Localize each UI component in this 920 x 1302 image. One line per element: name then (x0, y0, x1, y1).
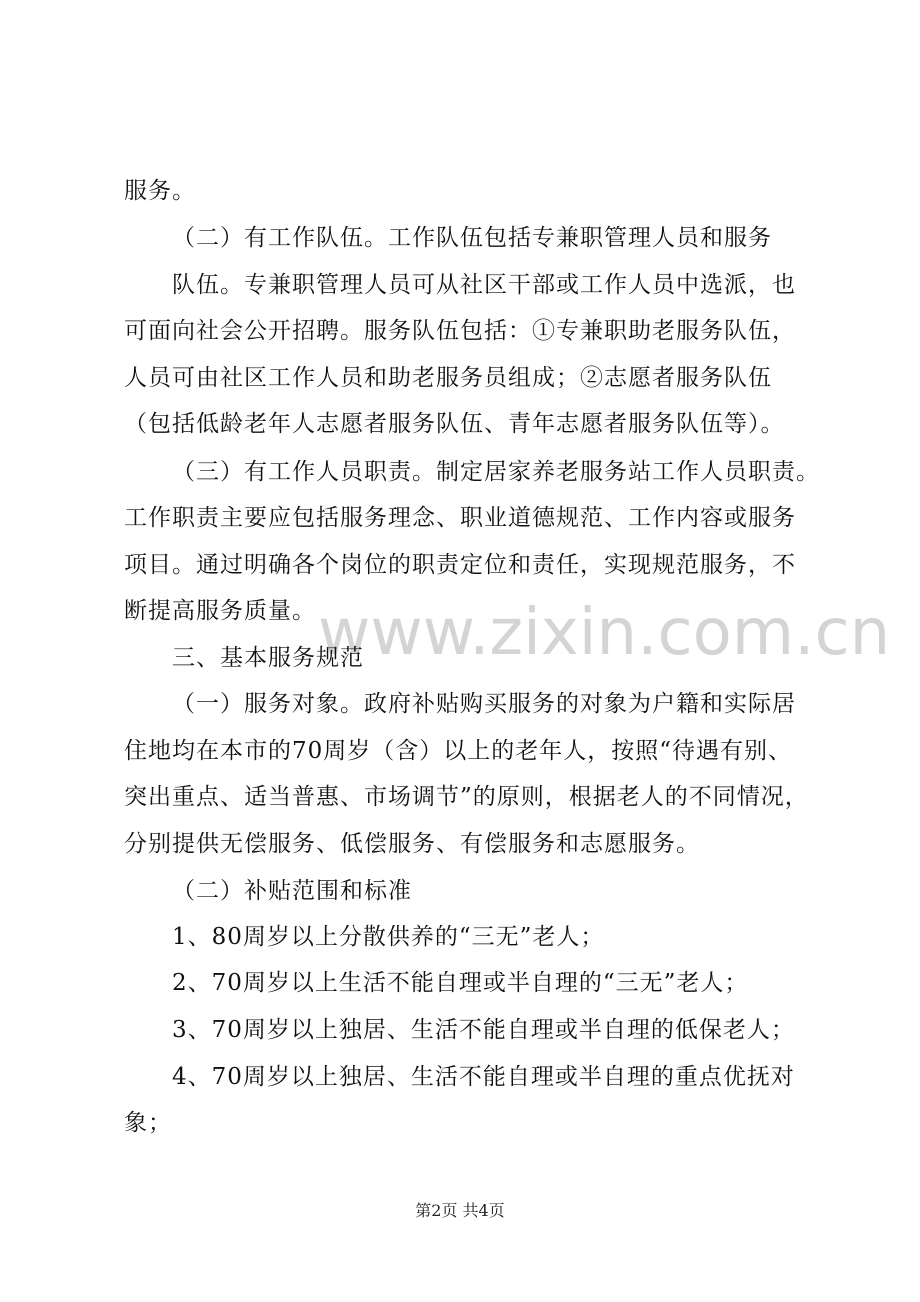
text-line-8: 工作职责主要应包括服务理念、职业道德规范、工作内容或服务 (124, 505, 796, 531)
text-line-1: 服务。 (124, 178, 196, 204)
list-item-3: 3、70周岁以上独居、生活不能自理或半自理的低保老人； (172, 1017, 795, 1043)
list-item-4-continued: 象； (124, 1110, 172, 1136)
text-line-14: 突出重点、适当普惠、市场调节”的原则，根据老人的不同情况， (124, 784, 809, 810)
text-line-10: 断提高服务质量。 (124, 598, 316, 624)
text-line-5: 人员可由社区工作人员和助老服务员组成；②志愿者服务队伍 (124, 365, 772, 391)
text-line-2: （二）有工作队伍。工作队伍包括专兼职管理人员和服务 (172, 225, 772, 251)
text-line-6: （包括低龄老年人志愿者服务队伍、青年志愿者服务队伍等）。 (124, 411, 785, 437)
subsection-heading: （二）补贴范围和标准 (172, 878, 412, 904)
list-item-1: 1、80周岁以上分散供养的“三无”老人； (172, 924, 605, 950)
watermark: www.zixin.com.cn (318, 596, 891, 670)
text-line-12: （一）服务对象。政府补贴购买服务的对象为户籍和实际居 (172, 691, 796, 717)
list-item-4: 4、70周岁以上独居、生活不能自理或半自理的重点优抚对 (172, 1064, 795, 1090)
text-line-7: （三）有工作人员职责。制定居家养老服务站工作人员职责。 (172, 459, 820, 485)
text-line-4: 可面向社会公开招聘。服务队伍包括：①专兼职助老服务队伍， (124, 318, 796, 344)
list-item-2: 2、70周岁以上生活不能自理或半自理的“三无”老人； (172, 970, 749, 996)
text-line-13: 住地均在本市的70周岁（含）以上的老年人，按照“待遇有别、 (124, 738, 793, 764)
text-line-3: 队伍。专兼职管理人员可从社区干部或工作人员中选派，也 (172, 272, 796, 298)
text-line-9: 项目。通过明确各个岗位的职责定位和责任，实现规范服务，不 (124, 552, 796, 578)
section-heading: 三、基本服务规范 (172, 645, 364, 671)
text-line-15: 分别提供无偿服务、低偿服务、有偿服务和志愿服务。 (124, 831, 700, 857)
page-footer: 第2页 共4页 (415, 1201, 505, 1220)
